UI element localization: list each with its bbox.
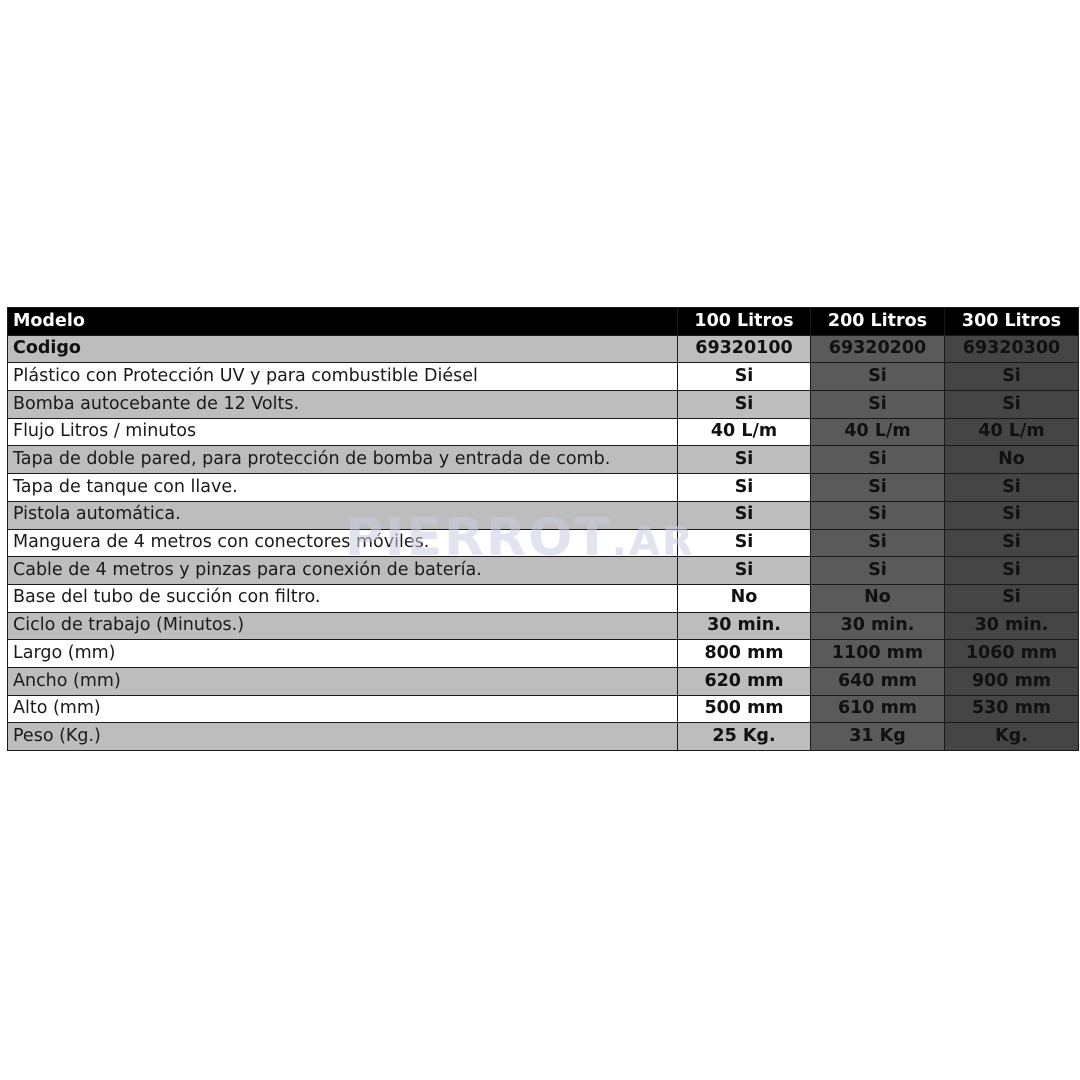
table-row: [8, 667, 1079, 695]
value-cell-100: Si: [678, 557, 811, 585]
value-cell-300: 30 min.: [945, 612, 1079, 640]
feature-cell: Tapa de doble pared, para protección de bomba y entrada de comb.: [8, 446, 678, 474]
table-row: [8, 529, 1079, 557]
table-row: [8, 612, 1079, 640]
header-modelo: Modelo: [8, 308, 678, 336]
value-cell-300: Si: [945, 363, 1079, 391]
value-cell-200: No: [811, 584, 945, 612]
value-cell-200: 31 Kg: [811, 723, 945, 751]
feature-cell: Manguera de 4 metros con conectores móviles.: [8, 529, 678, 557]
table-row: [8, 391, 1079, 419]
value-cell-200: Si: [811, 363, 945, 391]
header-100-litros: 100 Litros: [678, 308, 811, 336]
value-cell-300: 1060 mm: [945, 640, 1079, 668]
value-cell-300: Si: [945, 529, 1079, 557]
value-cell-300: 530 mm: [945, 695, 1079, 723]
value-cell-200: 69320200: [811, 335, 945, 363]
value-cell-300: 900 mm: [945, 667, 1079, 695]
pierrot-watermark: PIERROT.AR: [345, 508, 695, 568]
value-cell-200: 610 mm: [811, 695, 945, 723]
value-cell-100: No: [678, 584, 811, 612]
value-cell-200: 1100 mm: [811, 640, 945, 668]
feature-cell: Codigo: [8, 335, 678, 363]
value-cell-100: 800 mm: [678, 640, 811, 668]
value-cell-300: 69320300: [945, 335, 1079, 363]
feature-cell: Tapa de tanque con llave.: [8, 474, 678, 502]
feature-cell: Cable de 4 metros y pinzas para conexión de batería.: [8, 557, 678, 585]
value-cell-300: Si: [945, 391, 1079, 419]
value-cell-200: 40 L/m: [811, 418, 945, 446]
table-row: [8, 557, 1079, 585]
value-cell-100: 620 mm: [678, 667, 811, 695]
value-cell-200: Si: [811, 501, 945, 529]
spec-table: [7, 307, 1079, 751]
table-row: [8, 640, 1079, 668]
feature-cell: Largo (mm): [8, 640, 678, 668]
value-cell-200: Si: [811, 446, 945, 474]
table-row: [8, 446, 1079, 474]
value-cell-200: Si: [811, 557, 945, 585]
value-cell-100: Si: [678, 501, 811, 529]
value-cell-200: Si: [811, 474, 945, 502]
value-cell-300: Si: [945, 584, 1079, 612]
value-cell-300: Si: [945, 474, 1079, 502]
value-cell-100: 69320100: [678, 335, 811, 363]
value-cell-100: 30 min.: [678, 612, 811, 640]
value-cell-100: Si: [678, 446, 811, 474]
value-cell-300: Kg.: [945, 723, 1079, 751]
table-row: [8, 723, 1079, 751]
header-200-litros: 200 Litros: [811, 308, 945, 336]
feature-cell: Alto (mm): [8, 695, 678, 723]
value-cell-200: 640 mm: [811, 667, 945, 695]
value-cell-100: 25 Kg.: [678, 723, 811, 751]
header-row: [8, 308, 1079, 336]
value-cell-100: 40 L/m: [678, 418, 811, 446]
value-cell-300: Si: [945, 557, 1079, 585]
value-cell-100: Si: [678, 363, 811, 391]
table-row: [8, 584, 1079, 612]
feature-cell: Flujo Litros / minutos: [8, 418, 678, 446]
value-cell-200: Si: [811, 391, 945, 419]
header-300-litros: 300 Litros: [945, 308, 1079, 336]
value-cell-100: 500 mm: [678, 695, 811, 723]
value-cell-300: 40 L/m: [945, 418, 1079, 446]
value-cell-200: Si: [811, 529, 945, 557]
feature-cell: Ciclo de trabajo (Minutos.): [8, 612, 678, 640]
value-cell-300: No: [945, 446, 1079, 474]
feature-cell: Plástico con Protección UV y para combustible Diésel: [8, 363, 678, 391]
value-cell-100: Si: [678, 474, 811, 502]
value-cell-100: Si: [678, 391, 811, 419]
table-row: [8, 501, 1079, 529]
table-row: [8, 474, 1079, 502]
table-row: [8, 363, 1079, 391]
feature-cell: Peso (Kg.): [8, 723, 678, 751]
feature-cell: Pistola automática.: [8, 501, 678, 529]
value-cell-300: Si: [945, 501, 1079, 529]
spec-body: [8, 335, 1079, 750]
feature-cell: Ancho (mm): [8, 667, 678, 695]
feature-cell: Bomba autocebante de 12 Volts.: [8, 391, 678, 419]
table-row: [8, 418, 1079, 446]
table-row: [8, 695, 1079, 723]
value-cell-200: 30 min.: [811, 612, 945, 640]
feature-cell: Base del tubo de succión con filtro.: [8, 584, 678, 612]
value-cell-100: Si: [678, 529, 811, 557]
table-row: [8, 335, 1079, 363]
